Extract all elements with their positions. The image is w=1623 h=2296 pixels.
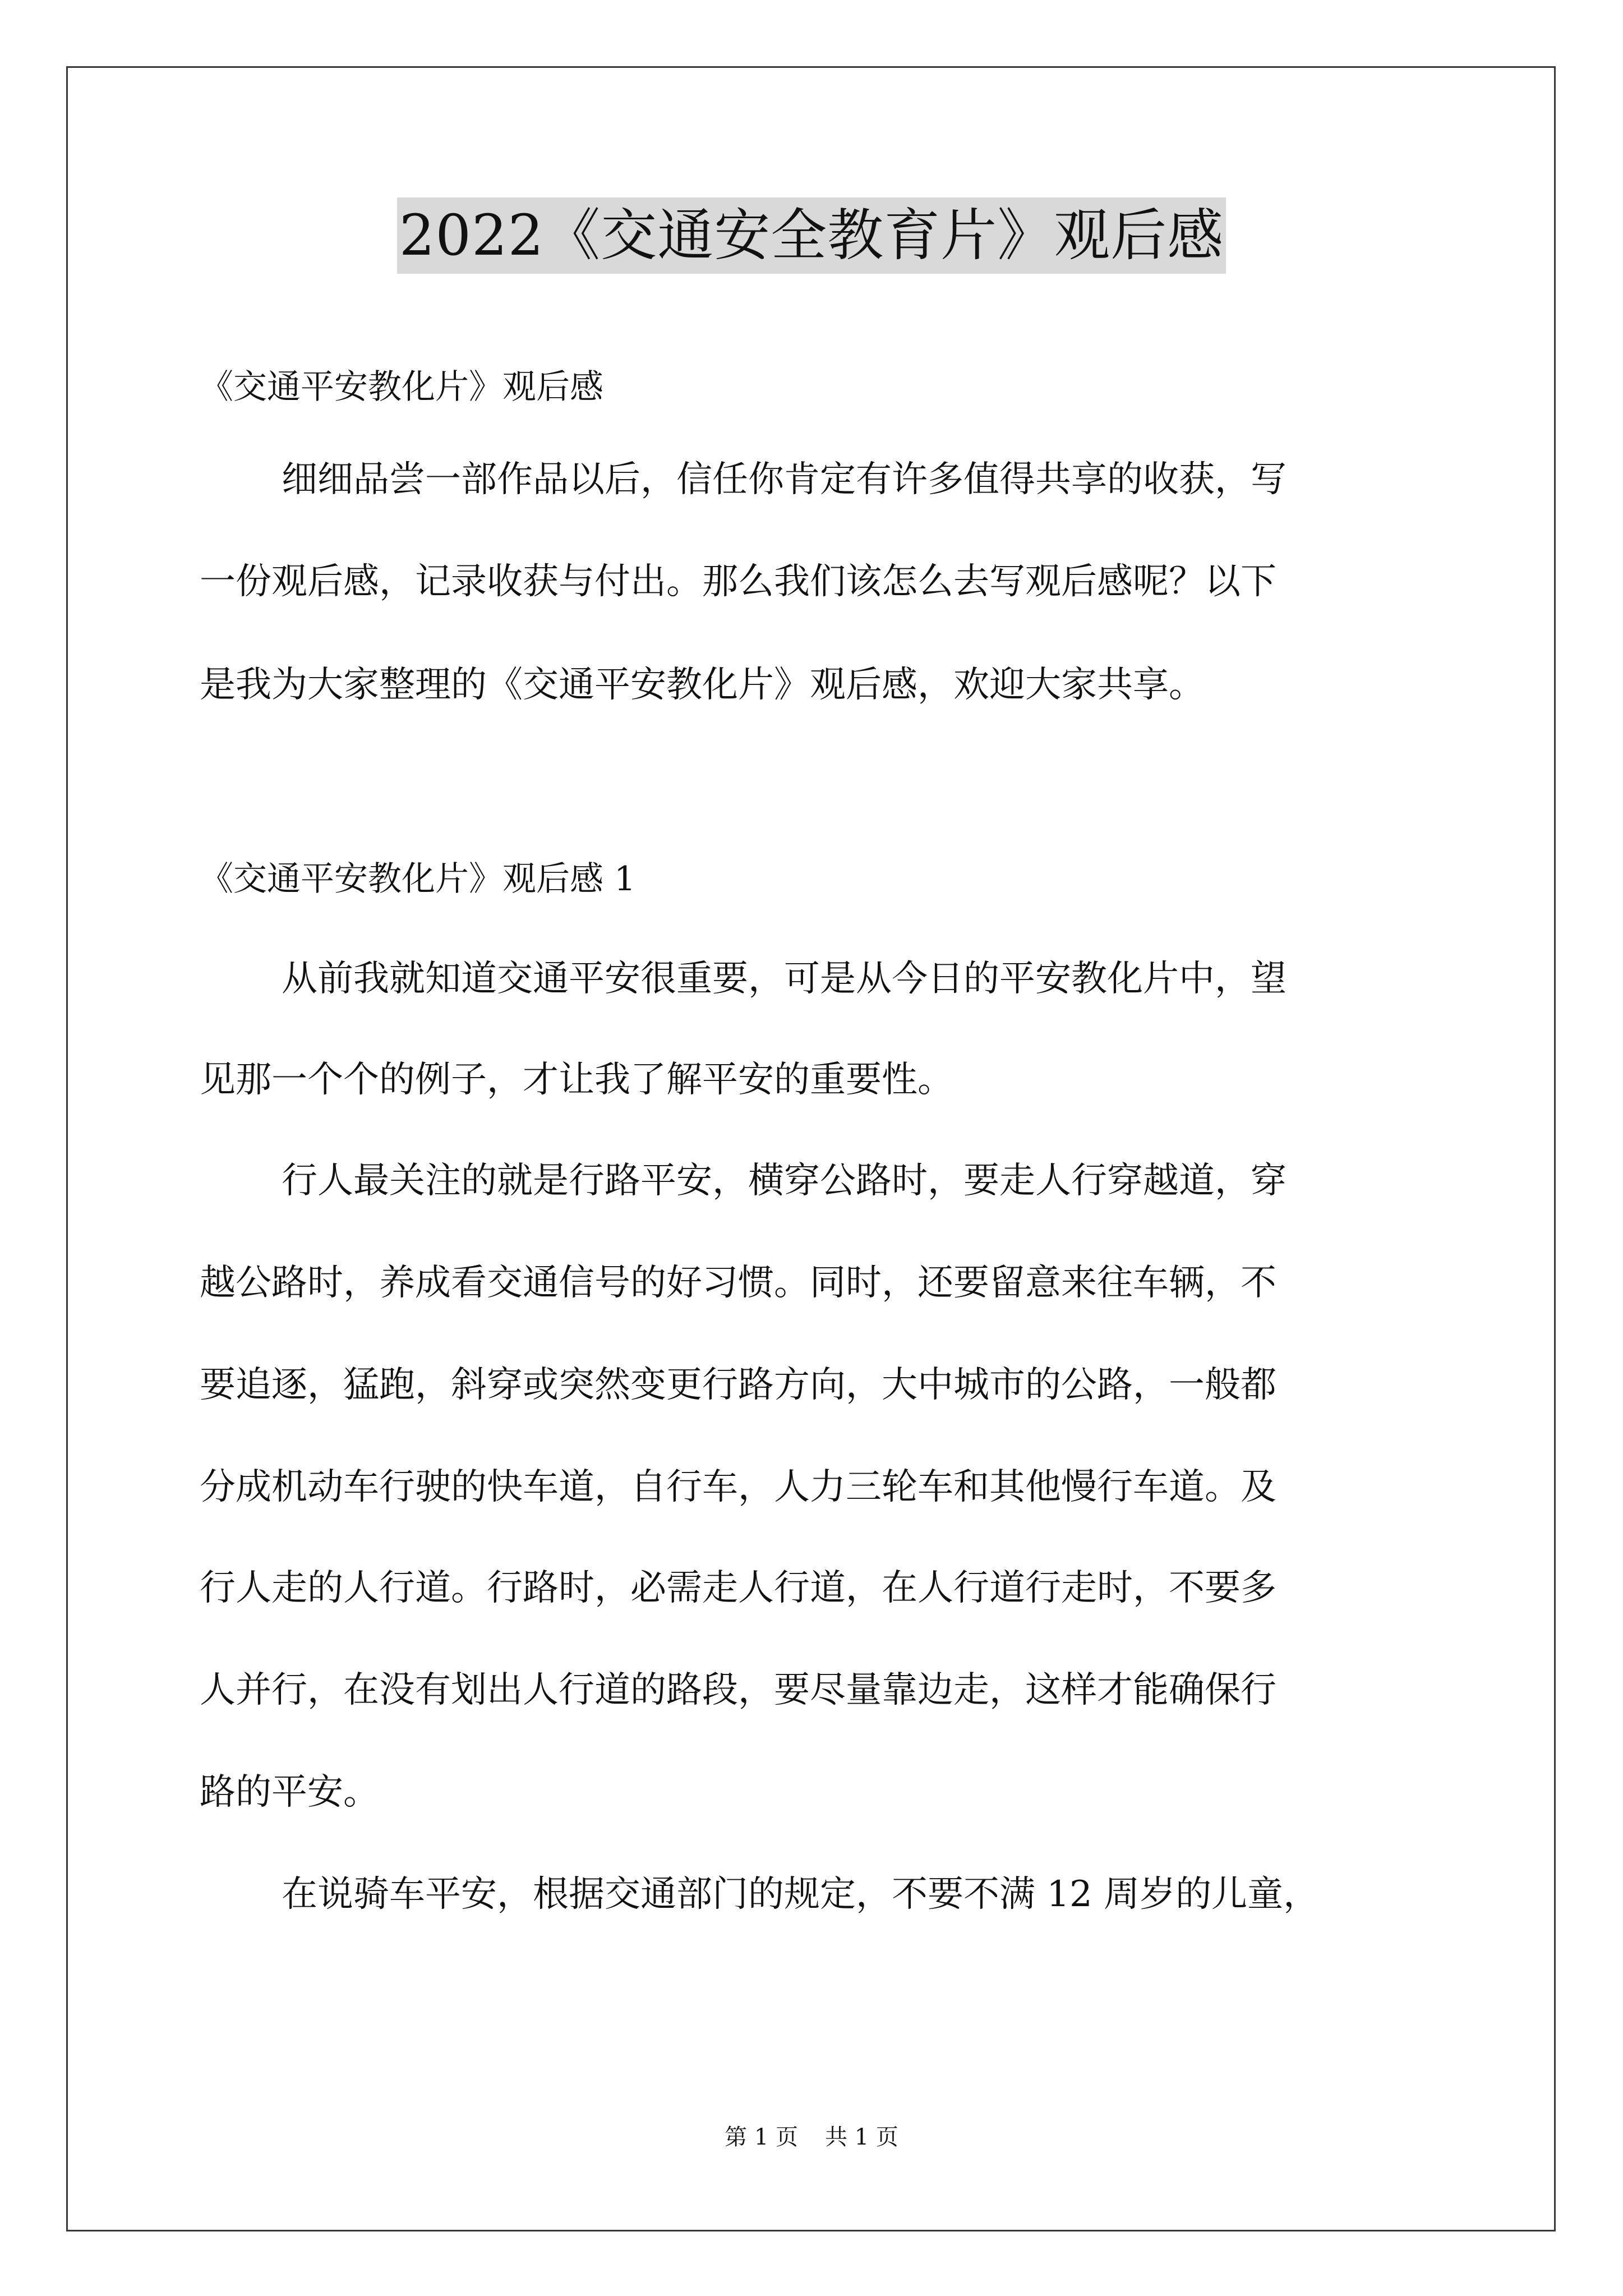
document-title bbox=[0, 197, 1623, 274]
intro-line: 细细品尝一部作品以后，信任你肯定有许多值得共享的收获，写 bbox=[282, 459, 1287, 500]
page-total: 共 1 页 bbox=[825, 2124, 898, 2150]
paragraph-line: 行人最关注的就是行路平安，横穿公路时，要走人行穿越道，穿 bbox=[282, 1160, 1287, 1202]
paragraph-line: 人并行，在没有划出人行道的路段，要尽量靠边走，这样才能确保行 bbox=[200, 1669, 1276, 1711]
section-heading: 《交通平安教化片》观后感 1 bbox=[200, 859, 636, 899]
paragraph-line: 越公路时，养成看交通信号的好习惯。同时，还要留意来往车辆，不 bbox=[200, 1262, 1276, 1304]
intro-line: 一份观后感，记录收获与付出。那么我们该怎么去写观后感呢？以下 bbox=[200, 561, 1276, 602]
page-number: 第 1 页 bbox=[725, 2124, 798, 2150]
paragraph-line: 在说骑车平安，根据交通部门的规定，不要不满 12 周岁的儿童， bbox=[282, 1874, 1320, 1915]
document-title-text: 2022《交通安全教育片》观后感 bbox=[397, 197, 1227, 274]
paragraph-line: 要追逐，猛跑，斜穿或突然变更行路方向，大中城市的公路，一般都 bbox=[200, 1364, 1276, 1406]
page-footer bbox=[0, 2122, 1623, 2153]
intro-line: 是我为大家整理的《交通平安教化片》观后感，欢迎大家共享。 bbox=[200, 664, 1205, 706]
subtitle: 《交通平安教化片》观后感 bbox=[200, 367, 603, 407]
paragraph-line: 分成机动车行驶的快车道，自行车，人力三轮车和其他慢行车道。及 bbox=[200, 1466, 1276, 1508]
paragraph-line: 从前我就知道交通平安很重要，可是从今日的平安教化片中，望 bbox=[282, 958, 1287, 1000]
paragraph-line: 行人走的人行道。行路时，必需走人行道，在人行道行走时，不要多 bbox=[200, 1567, 1276, 1609]
paragraph-line: 见那一个个的例子，才让我了解平安的重要性。 bbox=[200, 1059, 953, 1101]
paragraph-line: 路的平安。 bbox=[200, 1772, 379, 1813]
